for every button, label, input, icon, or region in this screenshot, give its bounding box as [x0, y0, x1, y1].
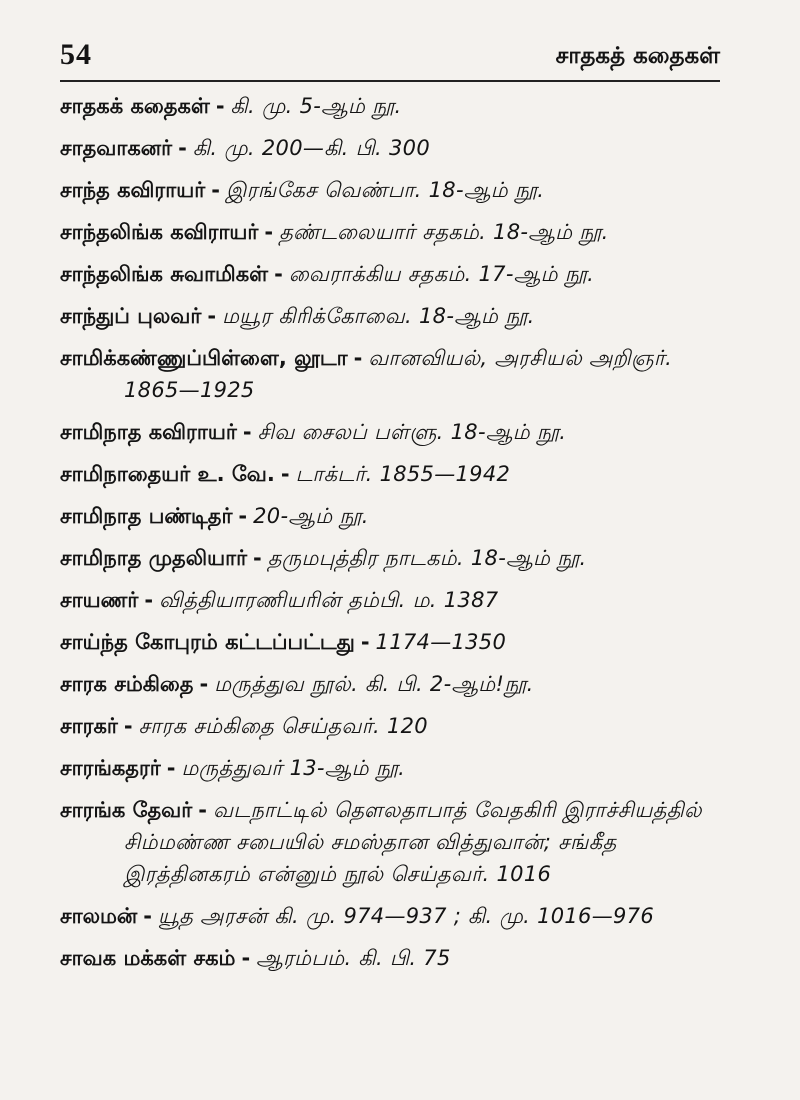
list-item: சாந்தலிங்க கவிராயர் - தண்டலையார் சதகம். 18-ஆம் நூ.: [60, 220, 609, 244]
entry-term: சாரங்கதரர்: [60, 756, 161, 780]
entry-description: 20-ஆம் நூ.: [253, 504, 369, 528]
entry-term: சாவக மக்கள் சகம்: [60, 946, 236, 970]
entry-description: யூத அரசன் கி. மு. 974—937 ; கி. மு. 1016—976: [158, 904, 655, 928]
entry-term: சாமிநாத முதலியார்: [60, 546, 248, 570]
list-item: சாமிநாதையர் உ. வே. - டாக்டர். 1855—1942: [60, 462, 511, 486]
entry-term: சாமிநாதையர் உ. வே.: [60, 462, 275, 486]
entry-term: சாமிக்கண்ணுப்பிள்ளை, லூடா: [60, 346, 348, 370]
page-header: [60, 38, 720, 82]
entry-description: மருத்துவ நூல். கி. பி. 2-ஆம்!நூ.: [214, 672, 534, 696]
entry-description: தருமபுத்திர நாடகம். 18-ஆம் நூ.: [267, 546, 587, 570]
entry-description: வைராக்கிய சதகம். 17-ஆம் நூ.: [288, 262, 595, 286]
entry-description: தண்டலையார் சதகம். 18-ஆம் நூ.: [279, 220, 609, 244]
list-item: சாமிநாத முதலியார் - தருமபுத்திர நாடகம். 18-ஆம் நூ.: [60, 546, 587, 570]
entry-term: சாய்ந்த கோபுரம் கட்டப்பட்டது: [60, 630, 355, 654]
entry-description: மருத்துவர் 13-ஆம் நூ.: [181, 756, 406, 780]
entry-description: கி. மு. 5-ஆம் நூ.: [230, 94, 402, 118]
list-item: சாந்த கவிராயர் - இரங்கேச வெண்பா. 18-ஆம் நூ.: [60, 178, 545, 202]
entry-description: டாக்டர். 1855—1942: [295, 462, 511, 486]
list-item: சாந்துப் புலவர் - மயூர கிரிக்கோவை. 18-ஆம் நூ.: [60, 304, 535, 328]
entry-description: இரங்கேச வெண்பா. 18-ஆம் நூ.: [225, 178, 545, 202]
list-item: சாலமன் - யூத அரசன் கி. மு. 974—937 ; கி. மு. 1016—976: [60, 904, 655, 928]
list-item: சாரங்கதரர் - மருத்துவர் 13-ஆம் நூ.: [60, 756, 406, 780]
entry-term: சாரகர்: [60, 714, 118, 738]
entry-term: சாரங்க தேவர்: [60, 798, 193, 822]
entry-term: சாமிநாத பண்டிதர்: [60, 504, 233, 528]
entry-term: சாந்தலிங்க கவிராயர்: [60, 220, 259, 244]
list-item: சாரங்க தேவர் - வடநாட்டில் தௌலதாபாத் வேதகிரி இராச்சியத்தில் சிம்மண்ண சபையில் சமஸ்தான வித்துவான்; சங்கீத இரத்தினகரம் என்னும் நூல் செய்தவர். 1016: [60, 798, 702, 886]
list-item: சாய்ந்த கோபுரம் கட்டப்பட்டது - 1174—1350: [60, 630, 507, 654]
entry-description: கி. மு. 200—கி. பி. 300: [192, 136, 430, 160]
entry-description: 1174—1350: [375, 630, 507, 654]
entry-description: மயூர கிரிக்கோவை. 18-ஆம் நூ.: [222, 304, 535, 328]
list-item: சாயணர் - வித்தியாரணியரின் தம்பி. ம. 1387: [60, 588, 499, 612]
entry-list: [60, 90, 720, 974]
entry-description: வித்தியாரணியரின் தம்பி. ம. 1387: [159, 588, 499, 612]
list-item: சாரக சம்கிதை - மருத்துவ நூல். கி. பி. 2-ஆம்!நூ.: [60, 672, 534, 696]
entry-description: சிவ சைலப் பள்ளு. 18-ஆம் நூ.: [257, 420, 567, 444]
entry-description: வானவியல், அரசியல் அறிஞர். 1865—1925: [124, 346, 673, 402]
entry-description: ஆரம்பம். கி. பி. 75: [256, 946, 451, 970]
running-title: சாதகத் கதைகள்: [555, 43, 720, 69]
entry-description: வடநாட்டில் தௌலதாபாத் வேதகிரி இராச்சியத்தில் சிம்மண்ண சபையில் சமஸ்தான வித்துவான்; சங்கீத இரத்தினகரம் என்னும் நூல் செய்தவர். 1016: [124, 798, 702, 886]
list-item: சாந்தலிங்க சுவாமிகள் - வைராக்கிய சதகம். 17-ஆம் நூ.: [60, 262, 595, 286]
list-item: சாதவாகனர் - கி. மு. 200—கி. பி. 300: [60, 136, 430, 160]
entry-term: சாலமன்: [60, 904, 138, 928]
list-item: சாரகர் - சாரக சம்கிதை செய்தவர். 120: [60, 714, 428, 738]
entry-description: சாரக சம்கிதை செய்தவர். 120: [138, 714, 428, 738]
entry-term: சாமிநாத கவிராயர்: [60, 420, 237, 444]
entry-term: சாரக சம்கிதை: [60, 672, 194, 696]
list-item: சாமிக்கண்ணுப்பிள்ளை, லூடா - வானவியல், அரசியல் அறிஞர். 1865—1925: [60, 346, 673, 402]
entry-term: சாதகக் கதைகள்: [60, 94, 210, 118]
entry-term: சாந்த கவிராயர்: [60, 178, 206, 202]
entry-term: சாயணர்: [60, 588, 139, 612]
list-item: சாமிநாத கவிராயர் - சிவ சைலப் பள்ளு. 18-ஆம் நூ.: [60, 420, 567, 444]
list-item: சாமிநாத பண்டிதர் - 20-ஆம் நூ.: [60, 504, 369, 528]
list-item: சாதகக் கதைகள் - கி. மு. 5-ஆம் நூ.: [60, 94, 402, 118]
page-number: 54: [60, 38, 92, 71]
entry-term: சாந்துப் புலவர்: [60, 304, 202, 328]
list-item: சாவக மக்கள் சகம் - ஆரம்பம். கி. பி. 75: [60, 946, 451, 970]
entry-term: சாதவாகனர்: [60, 136, 173, 160]
entry-term: சாந்தலிங்க சுவாமிகள்: [60, 262, 269, 286]
